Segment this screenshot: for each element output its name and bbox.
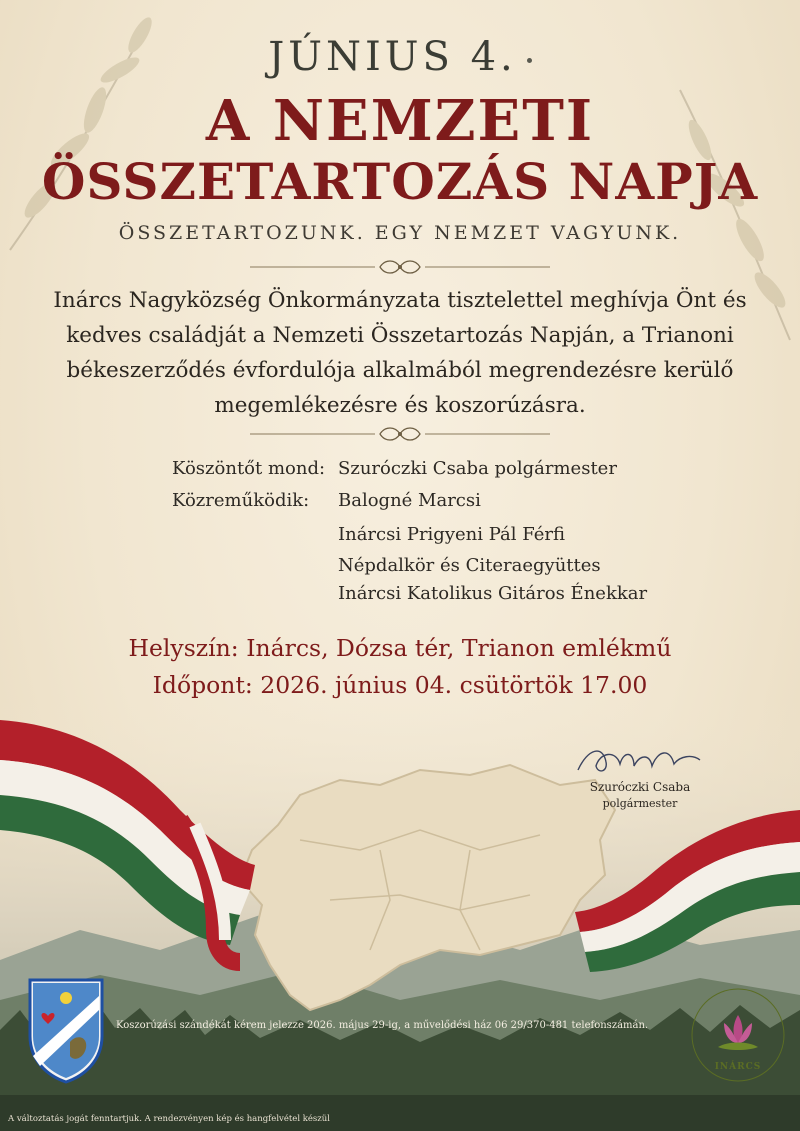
invitation-line: kedves családját a Nemzeti Összetartozás Napján, a Trianoni: [66, 323, 734, 348]
invitation-text: [30, 283, 770, 423]
dot-ornament: [527, 58, 532, 63]
performers-label: Közreműködik:: [172, 490, 310, 511]
title-line-1: A NEMZETI: [205, 88, 595, 154]
performer-item: Inárcsi Prigyeni Pál Férfi Népdalkör és Citeraegyüttes: [338, 524, 601, 576]
invitation-line: Inárcs Nagyközség Önkormányzata tisztelettel meghívja Önt és: [53, 288, 747, 313]
event-date: JÚNIUS 4.: [0, 34, 800, 80]
signature-scribble: [568, 740, 708, 780]
event-location: Helyszín: Inárcs, Dózsa tér, Trianon emlékmű: [128, 634, 672, 662]
performer-item: Inárcsi Katolikus Gitáros Énekkar: [338, 583, 648, 604]
municipal-coat-of-arms: [26, 976, 106, 1084]
ornament-divider: [250, 257, 550, 277]
performer-item: Balogné Marcsi: [338, 490, 481, 511]
invitation-line: megemlékezésre és koszorúzásra.: [214, 393, 586, 418]
disclaimer: A változtatás jogát fenntartjuk. A rendezvényen kép és hangfelvétel készül: [8, 1114, 330, 1124]
signature-title: polgármester: [602, 797, 678, 810]
ornament-divider: [250, 424, 550, 444]
registration-note: Koszorúzási szándékát kérem jelezze 2026. május 29-ig, a művelődési ház 06 29/370-481 telefonszámán.: [116, 1020, 649, 1031]
logo-label: INÁRCS: [714, 1062, 762, 1072]
greeting-label: Köszöntőt mond:: [172, 458, 326, 479]
invitation-line: békeszerződés évfordulója alkalmából megrendezésre kerülő: [66, 358, 734, 383]
signature-name: Szuróczki Csaba: [589, 780, 691, 794]
event-time: Időpont: 2026. június 04. csütörtök 17.00: [152, 671, 648, 699]
title-line-2: ÖSSZETARTOZÁS NAPJA: [41, 152, 759, 211]
motto: ÖSSZETARTOZUNK. EGY NEMZET VAGYUNK.: [118, 222, 682, 244]
greeting-speaker: Szuróczki Csaba polgármester: [338, 458, 617, 479]
